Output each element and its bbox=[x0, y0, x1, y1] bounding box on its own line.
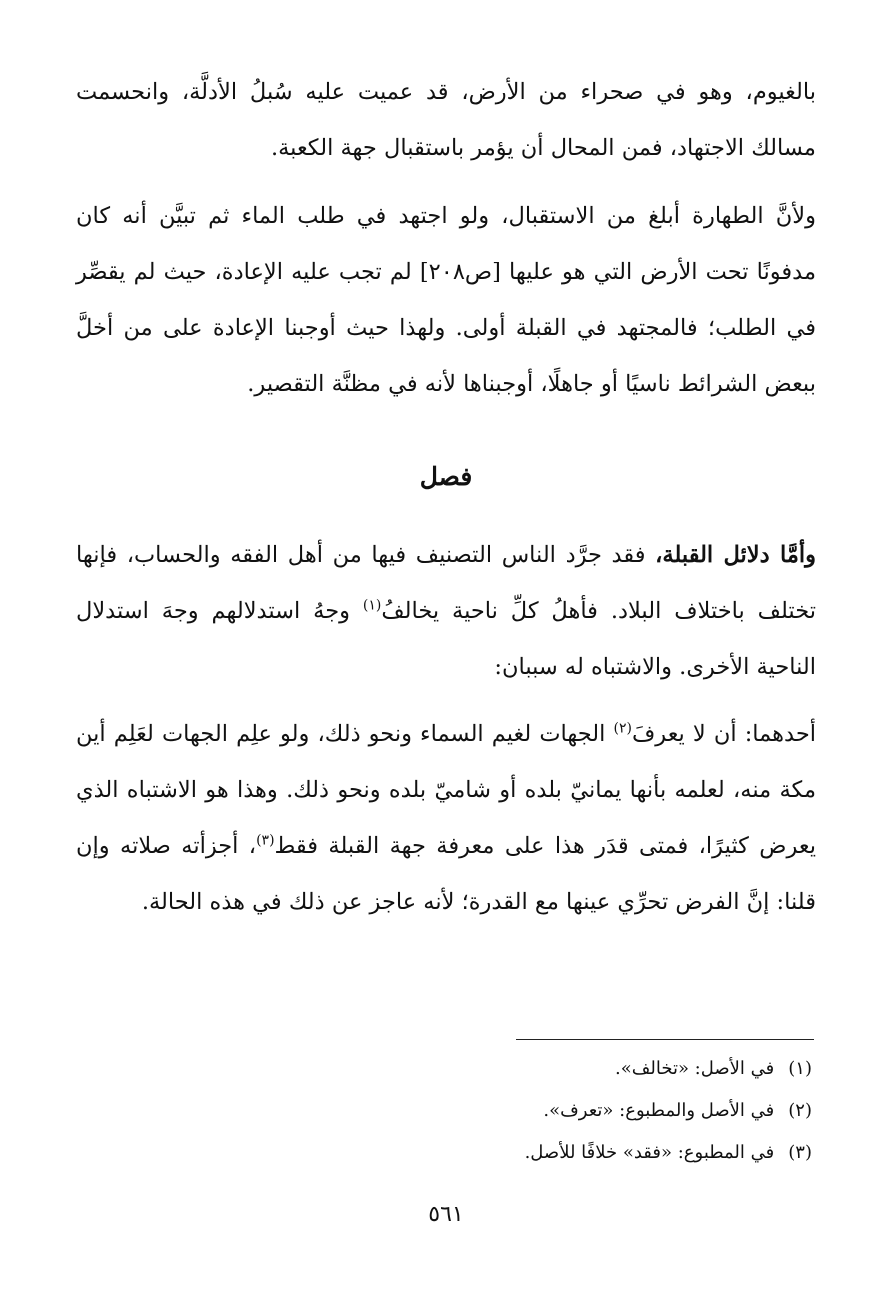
footnote-1-text: في الأصل: «تخالف». bbox=[614, 1058, 775, 1079]
footnote-ref-1: (١) bbox=[362, 597, 382, 614]
footnote-3 bbox=[92, 1138, 812, 1168]
paragraph-4 bbox=[76, 706, 816, 930]
footnote-2 bbox=[92, 1096, 812, 1126]
footnote-ref-3: (٣) bbox=[256, 832, 275, 849]
footnote-1 bbox=[92, 1054, 812, 1084]
paragraph-3-text-b: وجهُ استدلالهم وجهَ استدلال الناحية الأخرى. والاشتباه له سببان: bbox=[76, 598, 816, 680]
footnote-3-text: في المطبوع: «فقد» خلافًا للأصل. bbox=[524, 1142, 775, 1163]
paragraph-2-text: ولأنَّ الطهارة أبلغ من الاستقبال، ولو اجتهد في طلب الماء ثم تبيَّن أنه كان مدفونًا تحت الأرض التي هو عليها [ص٢٠٨] لم تجب عليه الإعادة، حيث لم يقصِّر في الطلب؛ فالمجتهد في القبلة أولى. ولهذا حيث أوجبنا الإعادة على من أخلَّ ببعض الشرائط ناسيًا أو جاهلًا، أوجبناها لأنه في مظنَّة التقصير. bbox=[76, 203, 817, 397]
footnote-1-number: (١) bbox=[788, 1058, 812, 1079]
paragraph-3-lead: وأمَّا دلائل القبلة، bbox=[655, 542, 816, 568]
paragraph-3 bbox=[76, 527, 816, 695]
paragraph-1 bbox=[76, 64, 816, 176]
footnote-divider bbox=[516, 1039, 814, 1040]
paragraph-1-text: بالغيوم، وهو في صحراء من الأرض، قد عميت عليه سُبلُ الأدلَّة، وانحسمت مسالك الاجتهاد، فمن المحال أن يؤمر باستقبال جهة الكعبة. bbox=[76, 79, 816, 161]
footnote-2-number: (٢) bbox=[788, 1100, 812, 1121]
paragraph-4-text-a: أحدهما: أن لا يعرفَ bbox=[631, 721, 816, 747]
page-number: ٥٦١ bbox=[428, 1202, 464, 1227]
section-heading: فصل bbox=[419, 462, 473, 491]
paragraph-4-text-c: ، أجزأته صلاته وإن قلنا: إنَّ الفرض تحرِّي عينها مع القدرة؛ لأنه عاجز عن ذلك في هذه الحالة. bbox=[76, 833, 816, 915]
footnote-ref-2: (٢) bbox=[613, 720, 632, 737]
paragraph-3-text-a: فقد جرَّد الناس التصنيف فيها من أهل الفقه والحساب، فإنها تختلف باختلاف البلاد. فأهلُ كلِّ ناحية يخالفُ bbox=[76, 542, 816, 624]
paragraph-2 bbox=[76, 188, 816, 412]
paragraph-4-text-b: الجهات لغيم السماء ونحو ذلك، ولو علِم الجهات لعَلِم أين مكة منه، لعلمه بأنها يمانيّ بلده أو شاميّ بلده ونحو ذلك. وهذا هو الاشتباه الذي يعرض كثيرًا، فمتى قدَر هذا على معرفة جهة القبلة فقط bbox=[76, 721, 816, 859]
footnote-2-text: في الأصل والمطبوع: «تعرف». bbox=[543, 1100, 775, 1121]
footnote-3-number: (٣) bbox=[788, 1142, 812, 1163]
